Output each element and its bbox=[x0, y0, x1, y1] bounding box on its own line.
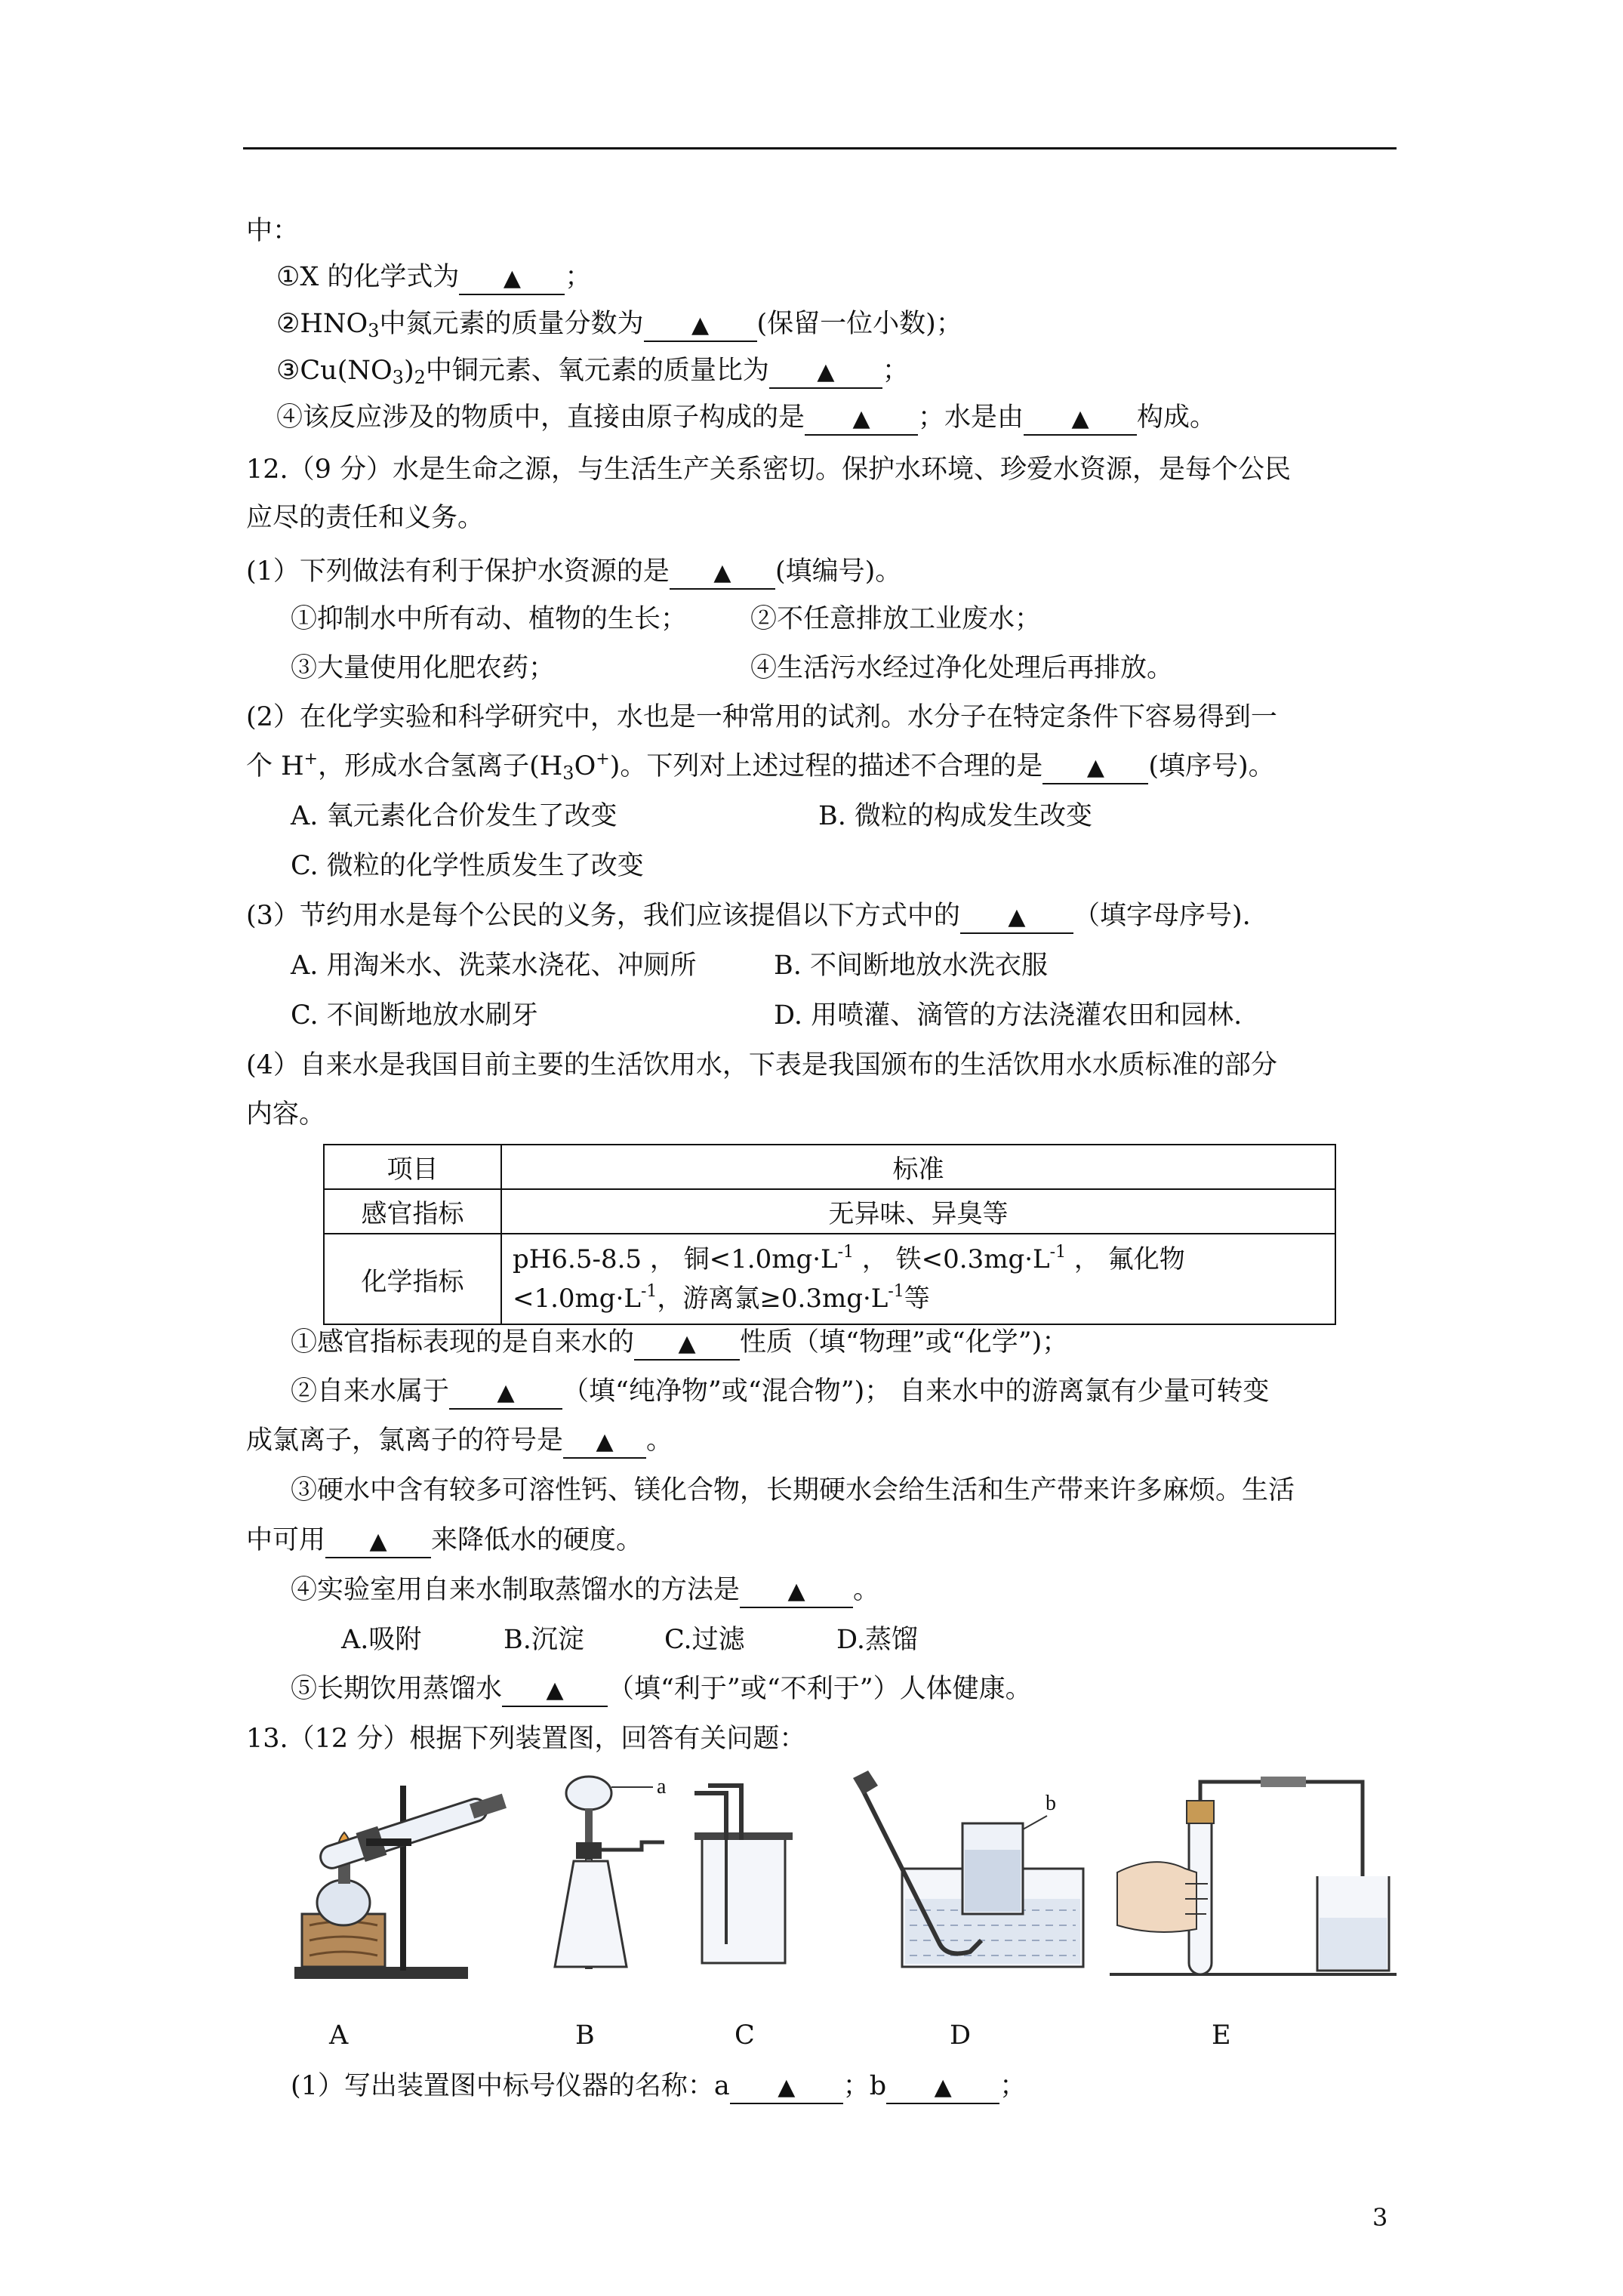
answer-blank[interactable]: ▲ bbox=[805, 402, 918, 436]
answer-blank[interactable]: ▲ bbox=[886, 2071, 999, 2104]
q12-part2: (2）在化学实验和科学研究中，水也是一种常用的试剂。水分子在特定条件下容易得到一 bbox=[246, 702, 1277, 732]
figure-label-e: E bbox=[1212, 2020, 1231, 2051]
option-text: A. 氧元素化合价发生了改变 bbox=[291, 801, 617, 831]
q12-part4: (4）自来水是我国目前主要的生活饮用水，下表是我国颁布的生活饮用水水质标准的部分 bbox=[246, 1050, 1277, 1080]
option-text: A.吸附 bbox=[341, 1625, 422, 1655]
option-text: D.蒸馏 bbox=[836, 1625, 918, 1655]
answer-blank[interactable]: ▲ bbox=[449, 1376, 562, 1410]
table-cell: 感官指标 bbox=[324, 1189, 501, 1234]
answer-blank[interactable]: ▲ bbox=[325, 1525, 431, 1558]
table-header-row bbox=[324, 1145, 1335, 1189]
sub-question-cont: 成氯离子，氯离子的符号是 ▲ 。 bbox=[246, 1423, 673, 1459]
q13-part1: (1）写出装置图中标号仪器的名称：a ▲ ；b ▲ ； bbox=[291, 2069, 1026, 2104]
answer-blank[interactable]: ▲ bbox=[459, 262, 565, 295]
option-text: ③大量使用化肥农药； bbox=[291, 653, 556, 683]
answer-blank[interactable]: ▲ bbox=[502, 1674, 608, 1707]
option-text: B. 微粒的构成发生改变 bbox=[818, 801, 1092, 831]
table-cell: 化学指标 bbox=[324, 1234, 501, 1324]
option-text: A. 用淘米水、洗菜水浇花、冲厕所 bbox=[291, 951, 697, 981]
question-item: ④该反应涉及的物质中，直接由原子构成的是 ▲ ；水是由 ▲ 构成。 bbox=[276, 400, 1216, 436]
question-12-stem-cont: 应尽的责任和义务。 bbox=[246, 503, 485, 533]
sub-question: ③硬水中含有较多可溶性钙、镁化合物，长期硬水会给生活和生产带来许多麻烦。生活 bbox=[291, 1475, 1295, 1505]
question-12-stem: 12.（9 分）水是生命之源，与生活生产关系密切。保护水环境、珍爱水资源，是每个公民 bbox=[246, 455, 1292, 485]
answer-blank[interactable]: ▲ bbox=[670, 556, 775, 590]
apparatus-e-airtightness-check bbox=[1110, 1771, 1404, 1997]
question-item: ①X 的化学式为 ▲ ； bbox=[276, 260, 591, 295]
q12-part1: (1）下列做法有利于保护水资源的是 ▲ (填编号)。 bbox=[246, 554, 901, 590]
option-text: C. 不间断地放水刷牙 bbox=[291, 1000, 538, 1031]
answer-blank[interactable]: ▲ bbox=[730, 2071, 843, 2104]
table-row bbox=[324, 1189, 1335, 1234]
answer-blank[interactable]: ▲ bbox=[1042, 751, 1148, 784]
option-text: ①抑制水中所有动、植物的生长； bbox=[291, 604, 688, 634]
sub-question-cont: 中可用 ▲ 来降低水的硬度。 bbox=[246, 1523, 642, 1558]
sub-question: ①感官指标表现的是自来水的 ▲ 性质（填“物理”或“化学”)； bbox=[291, 1325, 1068, 1361]
table-header-cell: 项目 bbox=[324, 1145, 501, 1189]
q12-part4-cont: 内容。 bbox=[246, 1099, 326, 1130]
table-row bbox=[324, 1234, 1335, 1324]
apparatus-c-gas-bottle bbox=[687, 1771, 823, 1997]
option-text: B. 不间断地放水洗衣服 bbox=[774, 951, 1048, 981]
sub-question: ⑤长期饮用蒸馏水 ▲ （填“利于”或“不利于”）人体健康。 bbox=[291, 1672, 1032, 1707]
sub-question: ④实验室用自来水制取蒸馏水的方法是 ▲ 。 bbox=[291, 1573, 879, 1608]
answer-blank[interactable]: ▲ bbox=[740, 1575, 853, 1608]
answer-blank[interactable]: ▲ bbox=[960, 901, 1073, 934]
sub-question: ②自来水属于 ▲ （填“纯净物”或“混合物”)； 自来水中的游离氯有少量可转变 bbox=[291, 1374, 1269, 1410]
figure-label-d: D bbox=[950, 2020, 972, 2051]
option-text: D. 用喷灌、滴管的方法浇灌农田和园林. bbox=[774, 1000, 1243, 1031]
header-rule bbox=[243, 147, 1397, 149]
label-b-marker: b bbox=[1046, 1792, 1056, 1815]
label-a-marker: a bbox=[657, 1775, 667, 1798]
option-text: ②不任意排放工业废水； bbox=[750, 604, 1042, 634]
option-text: ④生活污水经过净化处理后再排放。 bbox=[750, 653, 1174, 683]
text-line: 中： bbox=[246, 216, 300, 246]
option-text: B.沉淀 bbox=[504, 1625, 584, 1655]
table-cell: 无异味、异臭等 bbox=[501, 1189, 1335, 1234]
table-header-cell: 标准 bbox=[501, 1145, 1335, 1189]
option-text: C. 微粒的化学性质发生了改变 bbox=[291, 851, 644, 881]
water-standard-table bbox=[323, 1144, 1336, 1325]
question-item: $③Cu(NO_3)_2$中铜元素、氧元素的质量比为 ▲ ； bbox=[276, 356, 909, 388]
apparatus-d-water-trough bbox=[849, 1771, 1098, 1997]
question-13-stem: 13.（12 分）根据下列装置图，回答有关问题： bbox=[246, 1724, 806, 1754]
answer-blank[interactable]: ▲ bbox=[563, 1425, 646, 1459]
q12-part2-cont: 个 H+，形成水合氢离子$(H_3O^+)$。下列对上述过程的描述不合理的是 ▲ (填序号)。 bbox=[246, 750, 1275, 784]
question-item: $②HNO_3$中氮元素的质量分数为 ▲ (保留一位小数)； bbox=[276, 309, 962, 341]
page-number: 3 bbox=[1372, 2203, 1388, 2232]
figure-label-a: A bbox=[329, 2020, 349, 2051]
table-cell: pH6.5-8.5 ， 铜$<1.0mg\cdot L^{-1}$ ， 铁$<0.3mg\cdot L^{-1}$ ， 氟化物 $<1.0mg\cdot L^{-1}$，游离氯$\ge 0.3mg\cdot L^{-1}$等 bbox=[501, 1234, 1335, 1324]
figure-label-b: B bbox=[575, 2020, 595, 2051]
q12-part3: (3）节约用水是每个公民的义务，我们应该提倡以下方式中的 ▲ （填字母序号). bbox=[246, 898, 1251, 934]
figure-label-c: C bbox=[735, 2020, 755, 2051]
answer-blank[interactable]: ▲ bbox=[644, 309, 757, 342]
answer-blank[interactable]: ▲ bbox=[769, 356, 882, 389]
apparatus-a-heating-tube bbox=[287, 1771, 513, 1997]
answer-blank[interactable]: ▲ bbox=[634, 1327, 740, 1361]
option-text: C.过滤 bbox=[664, 1625, 745, 1655]
answer-blank[interactable]: ▲ bbox=[1024, 402, 1137, 436]
